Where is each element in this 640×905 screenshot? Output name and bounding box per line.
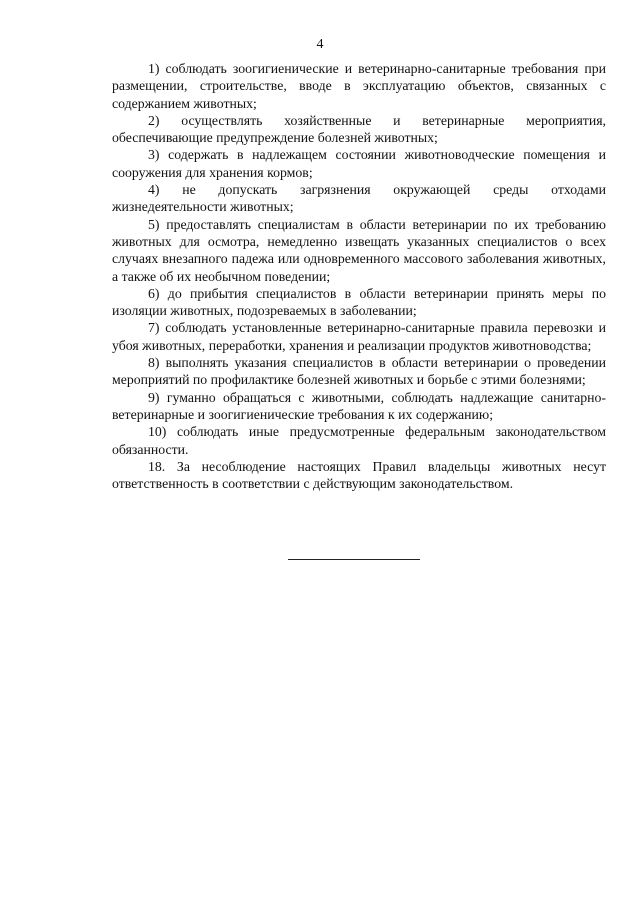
- list-item-4: 4) не допускать загрязнения окружающей среды отходами жизнедеятельности животных;: [112, 182, 606, 215]
- list-item-5: 5) предоставлять специалистам в области ветеринарии по их требованию животных для осмотра, немедленно извещать указанных специалистов о всех случаях внезапного падежа или одновременного массового заболевания животных, а также об их необычном поведении;: [112, 216, 606, 284]
- list-item-2: 2) осуществлять хозяйственные и ветеринарные мероприятия, обеспечивающие предупреждение болезней животных;: [112, 112, 606, 146]
- clause-18: 18. За несоблюдение настоящих Правил владельцы животных несут ответственность в соответствии с действующим законодательством.: [112, 458, 606, 492]
- list-item-1: 1) соблюдать зоогигиенические и ветеринарно-санитарные требования при размещении, строительстве, вводе в эксплуатацию объектов, связанных с содержанием животных;: [112, 61, 606, 111]
- document-body: [112, 60, 606, 492]
- list-item-10: 10) соблюдать иные предусмотренные федеральным законодательством обязанности.: [112, 424, 606, 457]
- list-item-3: 3) содержать в надлежащем состоянии животноводческие помещения и сооружения для хранения кормов;: [112, 147, 606, 180]
- closing-divider: [288, 559, 420, 560]
- list-item-9: 9) гуманно обращаться с животными, соблюдать надлежащие санитарно-ветеринарные и зоогигиенические требования к их содержанию;: [112, 389, 606, 422]
- page-number: 4: [316, 37, 324, 52]
- list-item-7: 7) соблюдать установленные ветеринарно-санитарные правила перевозки и убоя животных, переработки, хранения и реализации продуктов животноводства;: [112, 320, 606, 353]
- list-item-8: 8) выполнять указания специалистов в области ветеринарии о проведении мероприятий по профилактике болезней животных и борьбе с этими болезнями;: [112, 355, 606, 388]
- list-item-6: 6) до прибытия специалистов в области ветеринарии принять меры по изоляции животных, подозреваемых в заболевании;: [112, 285, 606, 319]
